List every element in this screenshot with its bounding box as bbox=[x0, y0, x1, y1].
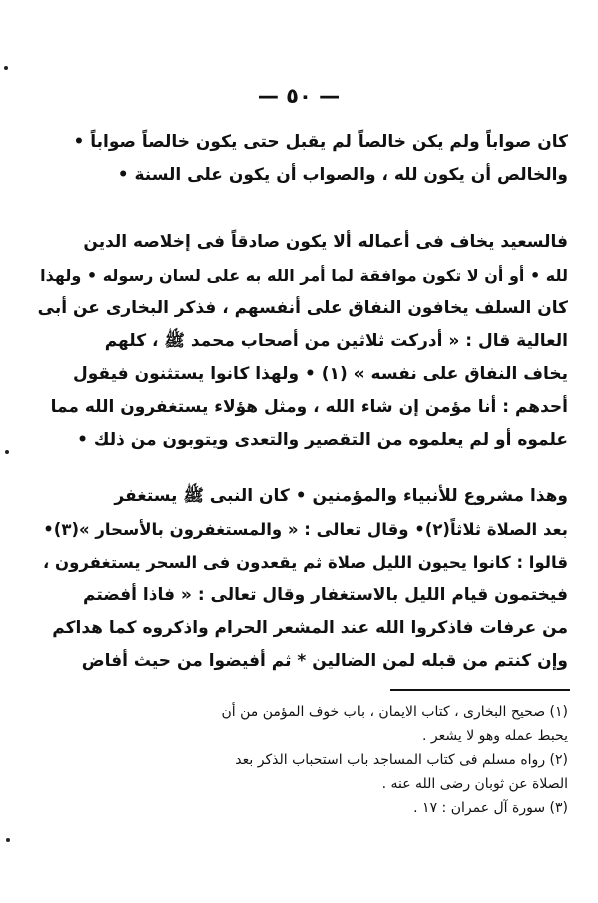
text-line: يخاف النفاق على نفسه » (١) • ولهذا كانوا يستثنون فيقول bbox=[72, 364, 568, 384]
paragraph-3 bbox=[34, 480, 568, 678]
text-line: لله • أو أن لا تكون موافقة لما أمر الله به على لسان رسوله • ولهذا bbox=[40, 266, 568, 285]
text-line: وهذا مشروع للأنبياء والمؤمنين • كان النبى ﷺ يستغفر bbox=[114, 486, 568, 506]
margin-speck bbox=[4, 66, 8, 70]
text-line: قالوا : كانوا يحيون الليل صلاة ثم يقعدون فى السحر يستغفرون ، bbox=[43, 553, 568, 572]
text-line: كان السلف يخافون النفاق على أنفسهم ، فذكر البخارى عن أبى bbox=[37, 298, 568, 318]
margin-speck bbox=[5, 450, 9, 454]
paragraph-2 bbox=[34, 226, 568, 457]
text-line: فيختمون قيام الليل بالاستغفار وقال تعالى : « فاذا أفضتم bbox=[83, 585, 568, 605]
text-line: كان صواباً ولم يكن خالصاً لم يقبل حتى يكون خالصاً صواباً • bbox=[73, 132, 568, 152]
text-line: وإن كنتم من قبله لمن الضالين * ثم أفيضوا من حيث أفاض bbox=[81, 651, 568, 671]
paragraph-1 bbox=[34, 126, 568, 192]
footnote-line: (١) صحيح البخارى ، كتاب الايمان ، باب خوف المؤمن من أن bbox=[221, 704, 568, 720]
footnotes bbox=[34, 700, 568, 820]
footnote-line: (٢) رواه مسلم فى كتاب المساجد باب استحباب الذكر بعد bbox=[235, 752, 568, 768]
text-line: أحدهم : أنا مؤمن إن شاء الله ، ومثل هؤلاء يستغفرون الله مما bbox=[50, 397, 568, 417]
footnote-separator bbox=[390, 689, 570, 691]
text-line: بعد الصلاة ثلاثاً(٢)• وقال تعالى : « والمستغفرون بالأسحار »(٣)• bbox=[43, 520, 568, 539]
footnote-line: (٣) سورة آل عمران : ١٧ . bbox=[413, 800, 568, 816]
text-line: فالسعيد يخاف فى أعماله ألا يكون صادقاً فى إخلاصه الدين bbox=[83, 232, 568, 252]
text-line: علموه أو لم يعلموه من التقصير والتعدى ويتوبون من ذلك • bbox=[77, 430, 568, 450]
text-line: من عرفات فاذكروا الله عند المشعر الحرام واذكروه كما هداكم bbox=[52, 618, 568, 638]
text-line: العالية قال : « أدركت ثلاثين من أصحاب محمد ﷺ ، كلهم bbox=[104, 331, 568, 351]
page-number: — ٥٠ — bbox=[257, 84, 341, 108]
margin-speck bbox=[6, 838, 10, 842]
text-line: والخالص أن يكون لله ، والصواب أن يكون على السنة • bbox=[117, 165, 568, 185]
footnote-line: يحبط عمله وهو لا يشعر . bbox=[422, 728, 568, 744]
footnote-line: الصلاة عن ثوبان رضى الله عنه . bbox=[381, 776, 568, 792]
